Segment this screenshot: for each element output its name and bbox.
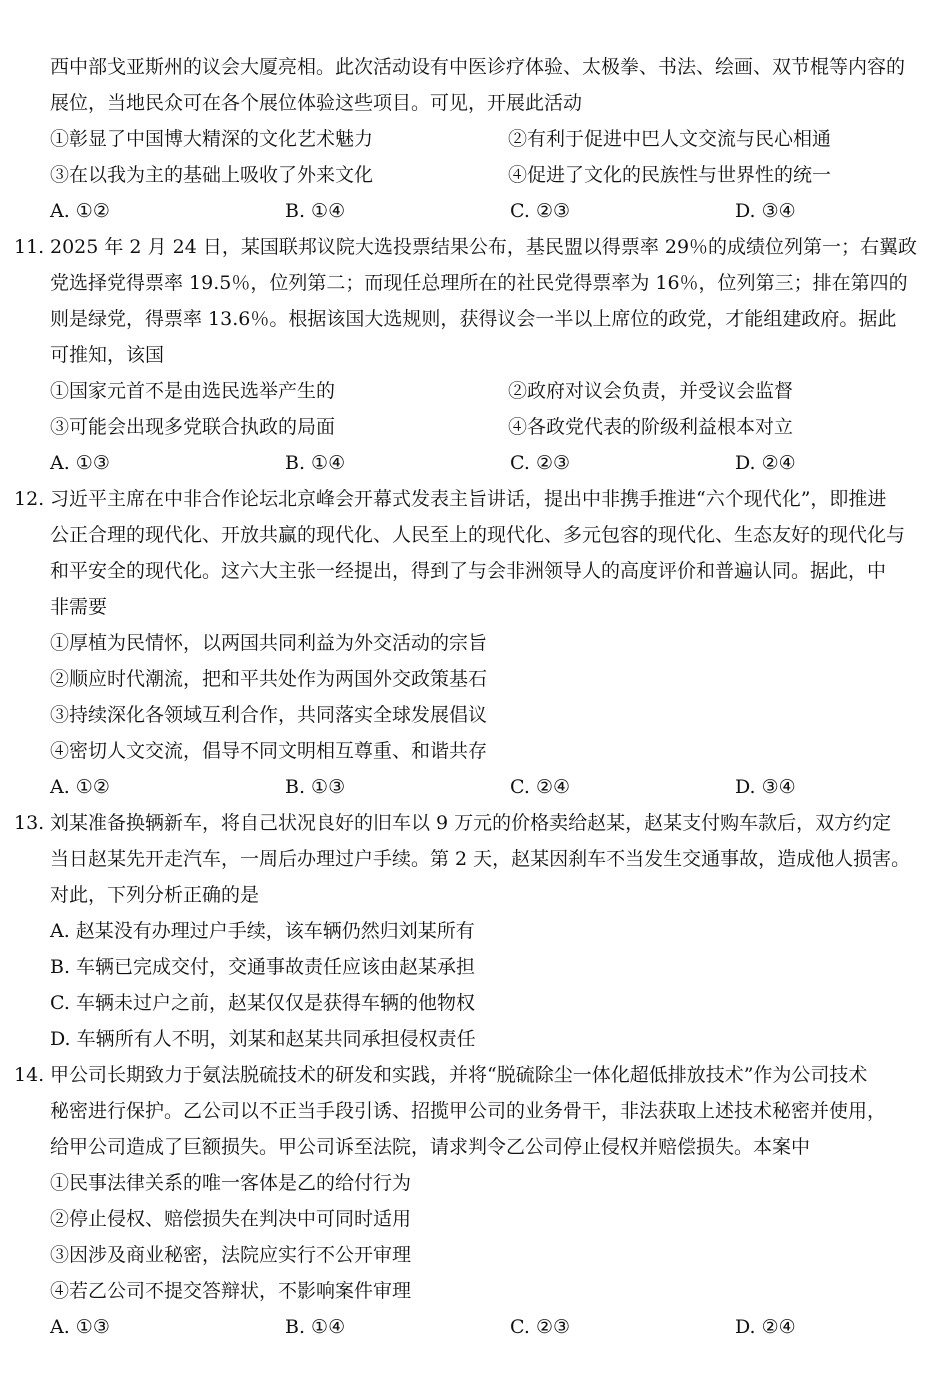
- q12-number: 12.: [14, 488, 45, 510]
- q13-stem-line: 对此，下列分析正确的是: [50, 884, 260, 906]
- q11-statement: ④各政党代表的阶级利益根本对立: [508, 416, 794, 438]
- q13-choice-a: A. 赵某没有办理过户手续，该车辆仍然归刘某所有: [50, 920, 475, 942]
- q14-stem-text: 甲公司长期致力于氨法脱硫技术的研发和实践，并将“脱硫除尘一体化超低排放技术”作为公司技术: [50, 1064, 868, 1086]
- q10-statement: ②有利于促进中巴人文交流与民心相通: [508, 128, 832, 150]
- q12-stem-line: 非需要: [50, 596, 108, 618]
- q12-stem-line: 公正合理的现代化、开放共赢的现代化、人民至上的现代化、多元包容的现代化、生态友好的现代化与: [50, 524, 906, 546]
- q13-stem-line: 当日赵某先开走汽车，一周后办理过户手续。第 2 天，赵某因刹车不当发生交通事故，造成他人损害。: [50, 848, 911, 870]
- q10-choice-b: B. ①④: [285, 200, 346, 222]
- q13-choice-d: D. 车辆所有人不明，刘某和赵某共同承担侵权责任: [50, 1028, 476, 1050]
- q10-choices: [50, 198, 935, 224]
- q14-choice-d: D. ②④: [735, 1316, 796, 1338]
- q11-statement-row: [50, 378, 935, 404]
- q14-choices: [50, 1314, 935, 1340]
- q12-statement: ①厚植为民情怀，以两国共同利益为外交活动的宗旨: [50, 632, 488, 654]
- q12-choice-a: A. ①②: [50, 776, 110, 798]
- q13-stem-text: 刘某准备换辆新车，将自己状况良好的旧车以 9 万元的价格卖给赵某，赵某支付购车款后，双方约定: [50, 812, 892, 834]
- q10-statement: ④促进了文化的民族性与世界性的统一: [508, 164, 832, 186]
- q12-statement: ④密切人文交流，倡导不同文明相互尊重、和谐共存: [50, 740, 488, 762]
- q14-choice-b: B. ①④: [285, 1316, 346, 1338]
- q12-choice-c: C. ②④: [510, 776, 571, 798]
- q11-stem-text: 2025 年 2 月 24 日，某国联邦议院大选投票结果公布，基民盟以得票率 29％的成绩位列第一；右翼政: [50, 236, 918, 258]
- q13-choice-b: B. 车辆已完成交付，交通事故责任应该由赵某承担: [50, 956, 476, 978]
- q11-statement-row: [50, 414, 935, 440]
- q14-statement: ③因涉及商业秘密，法院应实行不公开审理: [50, 1244, 412, 1266]
- q11-stem-line: 则是绿党，得票率 13.6％。根据该国大选规则，获得议会一半以上席位的政党，才能组建政府。据此: [50, 308, 897, 330]
- q13-stem-line: [14, 810, 935, 836]
- q10-statement: ③在以我为主的基础上吸收了外来文化: [50, 164, 374, 186]
- q14-statement: ④若乙公司不提交答辩状，不影响案件审理: [50, 1280, 412, 1302]
- q12-stem-text: 习近平主席在中非合作论坛北京峰会开幕式发表主旨讲话，提出中非携手推进“六个现代化”，即推进: [50, 488, 887, 510]
- q10-statement-row: [50, 162, 935, 188]
- q11-stem-line: 可推知，该国: [50, 344, 165, 366]
- q14-choice-a: A. ①③: [50, 1316, 110, 1338]
- q11-statement: ③可能会出现多党联合执政的局面: [50, 416, 336, 438]
- q14-statement: ②停止侵权、赔偿损失在判决中可同时适用: [50, 1208, 412, 1230]
- q10-stem-line: 西中部戈亚斯州的议会大厦亮相。此次活动设有中医诊疗体验、太极拳、书法、绘画、双节棍等内容的: [50, 56, 906, 78]
- q11-choice-c: C. ②③: [510, 452, 571, 474]
- q11-stem-line: [14, 234, 935, 260]
- q14-stem-line: [14, 1062, 935, 1088]
- q12-choices: [50, 774, 935, 800]
- q11-choice-a: A. ①③: [50, 452, 110, 474]
- q13-number: 13.: [14, 812, 45, 834]
- q10-stem-line: 展位，当地民众可在各个展位体验这些项目。可见，开展此活动: [50, 92, 583, 114]
- q14-stem-line: 秘密进行保护。乙公司以不正当手段引诱、招揽甲公司的业务骨干，非法获取上述技术秘密并使用，: [50, 1100, 887, 1122]
- q12-choice-d: D. ③④: [735, 776, 796, 798]
- q11-number: 11.: [14, 236, 45, 258]
- q11-choice-d: D. ②④: [735, 452, 796, 474]
- q11-choice-b: B. ①④: [285, 452, 346, 474]
- q11-choices: [50, 450, 935, 476]
- q10-statement-row: [50, 126, 935, 152]
- q13-choice-c: C. 车辆未过户之前，赵某仅仅是获得车辆的他物权: [50, 992, 475, 1014]
- q11-statement: ①国家元首不是由选民选举产生的: [50, 380, 336, 402]
- q14-stem-line: 给甲公司造成了巨额损失。甲公司诉至法院，请求判令乙公司停止侵权并赔偿损失。本案中: [50, 1136, 811, 1158]
- q11-stem-line: 党选择党得票率 19.5％，位列第二；而现任总理所在的社民党得票率为 16％，位列第三；排在第四的: [50, 272, 908, 294]
- q10-statement: ①彰显了中国博大精深的文化艺术魅力: [50, 128, 374, 150]
- q14-number: 14.: [14, 1064, 45, 1086]
- q12-choice-b: B. ①③: [285, 776, 346, 798]
- q14-statement: ①民事法律关系的唯一客体是乙的给付行为: [50, 1172, 412, 1194]
- q10-choice-d: D. ③④: [735, 200, 796, 222]
- q12-statement: ③持续深化各领域互利合作，共同落实全球发展倡议: [50, 704, 488, 726]
- q10-choice-a: A. ①②: [50, 200, 110, 222]
- q12-stem-line: [14, 486, 935, 512]
- q12-statement: ②顺应时代潮流，把和平共处作为两国外交政策基石: [50, 668, 488, 690]
- q10-choice-c: C. ②③: [510, 200, 571, 222]
- q11-statement: ②政府对议会负责，并受议会监督: [508, 380, 794, 402]
- q14-choice-c: C. ②③: [510, 1316, 571, 1338]
- q12-stem-line: 和平安全的现代化。这六大主张一经提出，得到了与会非洲领导人的高度评价和普遍认同。据此，中: [50, 560, 887, 582]
